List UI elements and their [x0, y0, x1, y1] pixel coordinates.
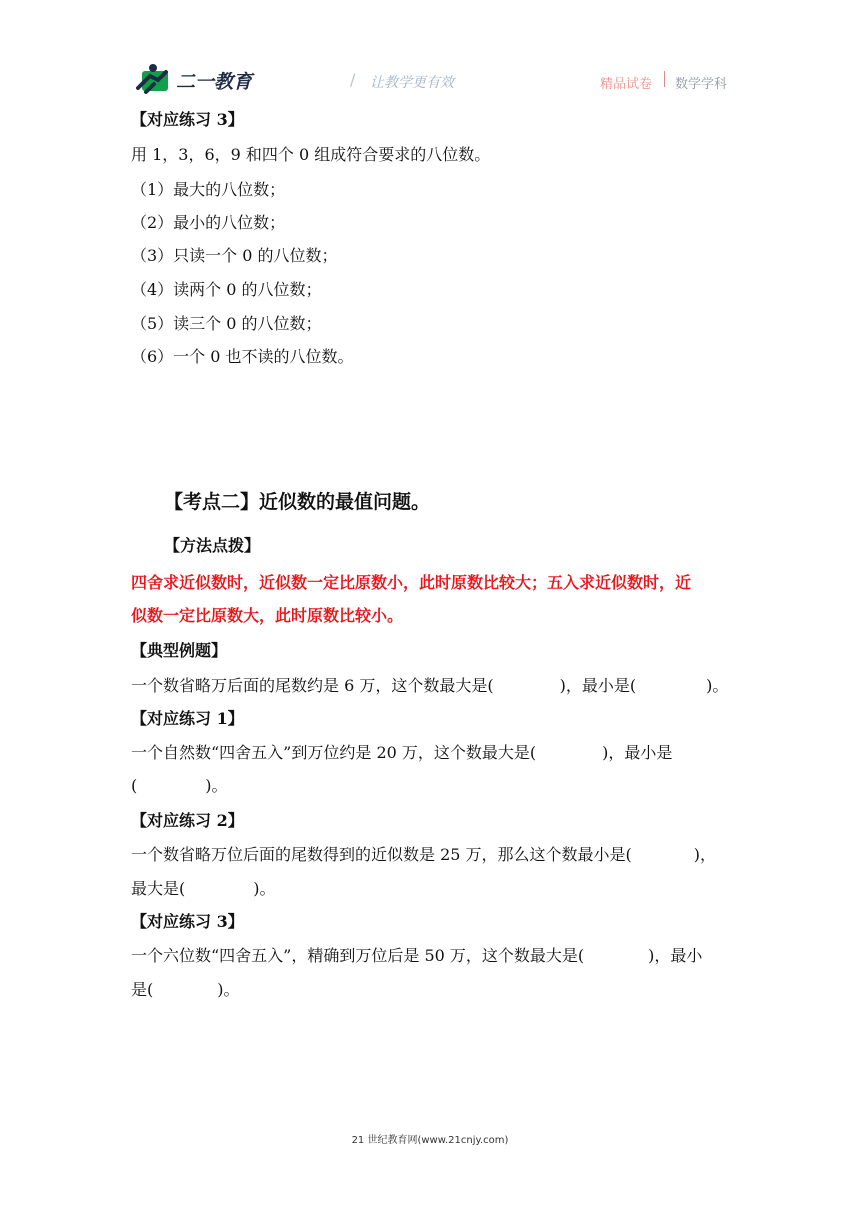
- exercise-3-item-2: （2）最小的八位数；: [131, 213, 286, 232]
- method-line-2: 似数一定比原数大，此时原数比较小。: [131, 606, 404, 625]
- exercise-3-item-5: （5）读三个 0 的八位数；: [131, 314, 322, 333]
- example-text-c: )。: [706, 676, 729, 695]
- ex2-text-a: 一个数省略万位后面的尾数得到的近似数是 25 万，那么这个数最小是(: [131, 845, 632, 864]
- header-divider: /: [350, 70, 356, 89]
- ex1-text-c: (: [131, 776, 138, 795]
- ex3-text-c: 是(: [131, 980, 154, 999]
- logo-text: 二一教育: [176, 71, 253, 93]
- ex1-question-line2: [131, 776, 228, 796]
- ex2-question-line1: [131, 845, 716, 865]
- ex2-text-c: 最大是(: [131, 879, 186, 898]
- example-title: 【典型例题】: [131, 641, 228, 660]
- header-separator: [664, 71, 665, 87]
- exercise-3-item-1: （1）最大的八位数；: [131, 180, 286, 199]
- ex1-text-a: 一个自然数“四舍五入”到万位约是 20 万，这个数最大是(: [131, 743, 537, 762]
- page-footer: 21 世纪教育网(www.21cnjy.com): [351, 1135, 509, 1146]
- example-text-a: 一个数省略万后面的尾数约是 6 万，这个数最大是(: [131, 676, 494, 695]
- header-tag-subject: 数学学科: [675, 77, 728, 92]
- ex3-text-b: )，最小: [648, 946, 703, 965]
- ex1-text-b: )，最小是: [602, 743, 673, 762]
- ex3-question-line2: [131, 980, 240, 1000]
- ex3-text-d: )。: [217, 980, 240, 999]
- method-line-1: 四舍求近似数时，近似数一定比原数小，此时原数比较大；五入求近似数时，近: [131, 573, 692, 592]
- ex2-question-line2: [131, 879, 276, 899]
- ex1-text-d: )。: [205, 776, 228, 795]
- method-title: 【方法点拨】: [164, 536, 261, 555]
- ex1-title: 【对应练习 1】: [131, 709, 244, 728]
- example-text-b: )，最小是(: [559, 676, 637, 695]
- ex2-text-b: )，: [693, 845, 717, 864]
- header-tag-quality: 精品试卷: [600, 77, 653, 92]
- exercise-3-title: 【对应练习 3】: [131, 110, 244, 129]
- ex1-question-line1: [131, 743, 672, 763]
- ex2-text-d: )。: [253, 879, 276, 898]
- exercise-3-item-3: （3）只读一个 0 的八位数；: [131, 246, 338, 265]
- exercise-3-item-6: （6）一个 0 也不读的八位数。: [131, 347, 354, 366]
- kaodian-title: 【考点二】近似数的最值问题。: [164, 491, 431, 513]
- ex3-title: 【对应练习 3】: [131, 912, 244, 931]
- exercise-3-item-4: （4）读两个 0 的八位数；: [131, 280, 322, 299]
- header-slogan: 让教学更有效: [370, 75, 454, 91]
- ex2-title: 【对应练习 2】: [131, 811, 244, 830]
- exercise-3-intro: 用 1，3，6，9 和四个 0 组成符合要求的八位数。: [131, 145, 491, 164]
- ex3-text-a: 一个六位数“四舍五入”，精确到万位后是 50 万，这个数最大是(: [131, 946, 585, 965]
- ex3-question-line1: [131, 946, 702, 966]
- page-header: [132, 62, 732, 96]
- example-question: [131, 676, 728, 696]
